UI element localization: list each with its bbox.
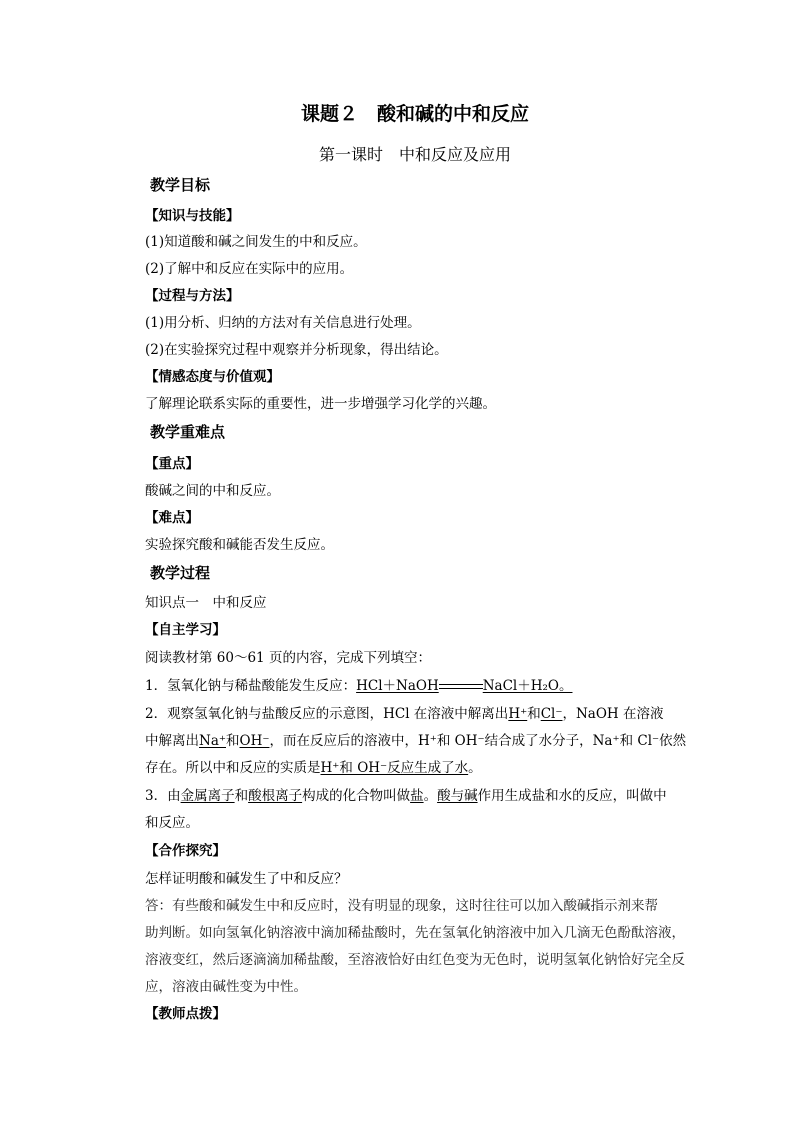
q2-text-a: 2．观察氢氧化钠与盐酸反应的示意图，HCl 在溶液中解离出 xyxy=(145,706,509,722)
process-item-2: (2)在实验探究过程中观察并分析现象，得出结论。 xyxy=(145,342,448,358)
emotion-label: 【情感态度与价值观】 xyxy=(145,369,280,385)
question-2-line-1 xyxy=(145,705,664,723)
objectives-heading: 教学目标 xyxy=(150,176,211,194)
q2-end: 。 xyxy=(468,760,482,776)
question-2-line-2 xyxy=(145,732,686,750)
q2-text-e: 存在。所以中和反应的实质是 xyxy=(145,760,321,776)
difficult-text: 实验探究酸和碱能否发生反应。 xyxy=(145,537,334,553)
q3-answer-salt: 盐 xyxy=(410,788,424,804)
question-3-line-2: 和反应。 xyxy=(145,815,199,831)
q2-text-b: ，NaOH 在溶液 xyxy=(562,706,664,722)
q3-text-c: 。 xyxy=(423,788,438,804)
q2-answer-cl: Cl⁻ xyxy=(540,706,563,722)
knowledge-item-1: (1)知道酸和碱之间发生的中和反应。 xyxy=(145,234,367,250)
self-study-label: 【自主学习】 xyxy=(145,622,226,638)
answer-line-2: 助判断。如向氢氧化钠溶液中滴加稀盐酸时，先在氢氧化钠溶液中加入几滴无色酚酞溶液， xyxy=(145,925,685,941)
page-title: 课题２ 酸和碱的中和反应 xyxy=(300,103,529,125)
question-3-line-1 xyxy=(145,787,667,805)
key-label: 【重点】 xyxy=(145,456,199,472)
teacher-label: 【教师点拨】 xyxy=(145,1006,226,1022)
q2-answer-h: H⁺ xyxy=(508,706,528,722)
q3-answer-metal-ion: 金属离子 xyxy=(180,788,235,804)
emotion-item-1: 了解理论联系实际的重要性，进一步增强学习化学的兴趣。 xyxy=(145,396,496,412)
q3-text-b: 构成的化合物叫做 xyxy=(302,788,411,804)
key-points-heading: 教学重难点 xyxy=(150,423,226,441)
knowledge-point-title: 知识点一 中和反应 xyxy=(145,595,267,611)
read-instruction: 阅读教材第 60～61 页的内容，完成下列填空： xyxy=(145,650,431,666)
q1-answer-right: NaCl＋H₂O。 xyxy=(482,678,573,694)
q3-and: 和 xyxy=(234,788,249,804)
q2-answer-na: Na⁺ xyxy=(199,733,226,749)
q2-answer-oh: OH⁻ xyxy=(239,733,270,749)
equals-sign-icon xyxy=(439,682,483,692)
q2-and-2: 和 xyxy=(226,733,240,749)
cooperation-question: 怎样证明酸和碱发生了中和反应？ xyxy=(145,871,348,887)
knowledge-item-2: (2)了解中和反应在实际中的应用。 xyxy=(145,261,354,277)
q2-and-1: 和 xyxy=(527,706,541,722)
q3-answer-acid-base: 酸与碱 xyxy=(437,788,478,804)
knowledge-label: 【知识与技能】 xyxy=(145,208,240,224)
q1-prefix: 1．氢氧化钠与稀盐酸能发生反应： xyxy=(145,678,357,694)
answer-line-1: 答：有些酸和碱发生中和反应时，没有明显的现象，这时往往可以加入酸碱指示剂来帮 xyxy=(145,898,658,914)
process-label: 【过程与方法】 xyxy=(145,288,240,304)
cooperation-label: 【合作探究】 xyxy=(145,843,226,859)
question-1 xyxy=(145,677,572,695)
q2-text-c: 中解离出 xyxy=(145,733,199,749)
q3-text-d: 作用生成盐和水的反应，叫做中 xyxy=(477,788,667,804)
difficult-label: 【难点】 xyxy=(145,510,199,526)
key-text: 酸碱之间的中和反应。 xyxy=(145,483,280,499)
q3-text-a: 3．由 xyxy=(145,788,181,804)
q1-answer-left: HCl＋NaOH xyxy=(356,678,439,694)
process-heading: 教学过程 xyxy=(150,564,211,582)
answer-line-4: 应，溶液由碱性变为中性。 xyxy=(145,979,307,995)
page-subtitle: 第一课时 中和反应及应用 xyxy=(318,145,511,164)
process-item-1: (1)用分析、归纳的方法对有关信息进行处理。 xyxy=(145,315,421,331)
question-2-line-3 xyxy=(145,759,482,777)
answer-line-3: 溶液变红，然后逐滴滴加稀盐酸，至溶液恰好由红色变为无色时，说明氢氧化钠恰好完全反 xyxy=(145,952,685,968)
q2-text-d: ，而在反应后的溶液中，H⁺和 OH⁻结合成了水分子，Na⁺和 Cl⁻依然 xyxy=(269,733,687,749)
q2-answer-essence: H⁺和 OH⁻反应生成了水 xyxy=(320,760,469,776)
q3-answer-acid-ion: 酸根离子 xyxy=(248,788,303,804)
